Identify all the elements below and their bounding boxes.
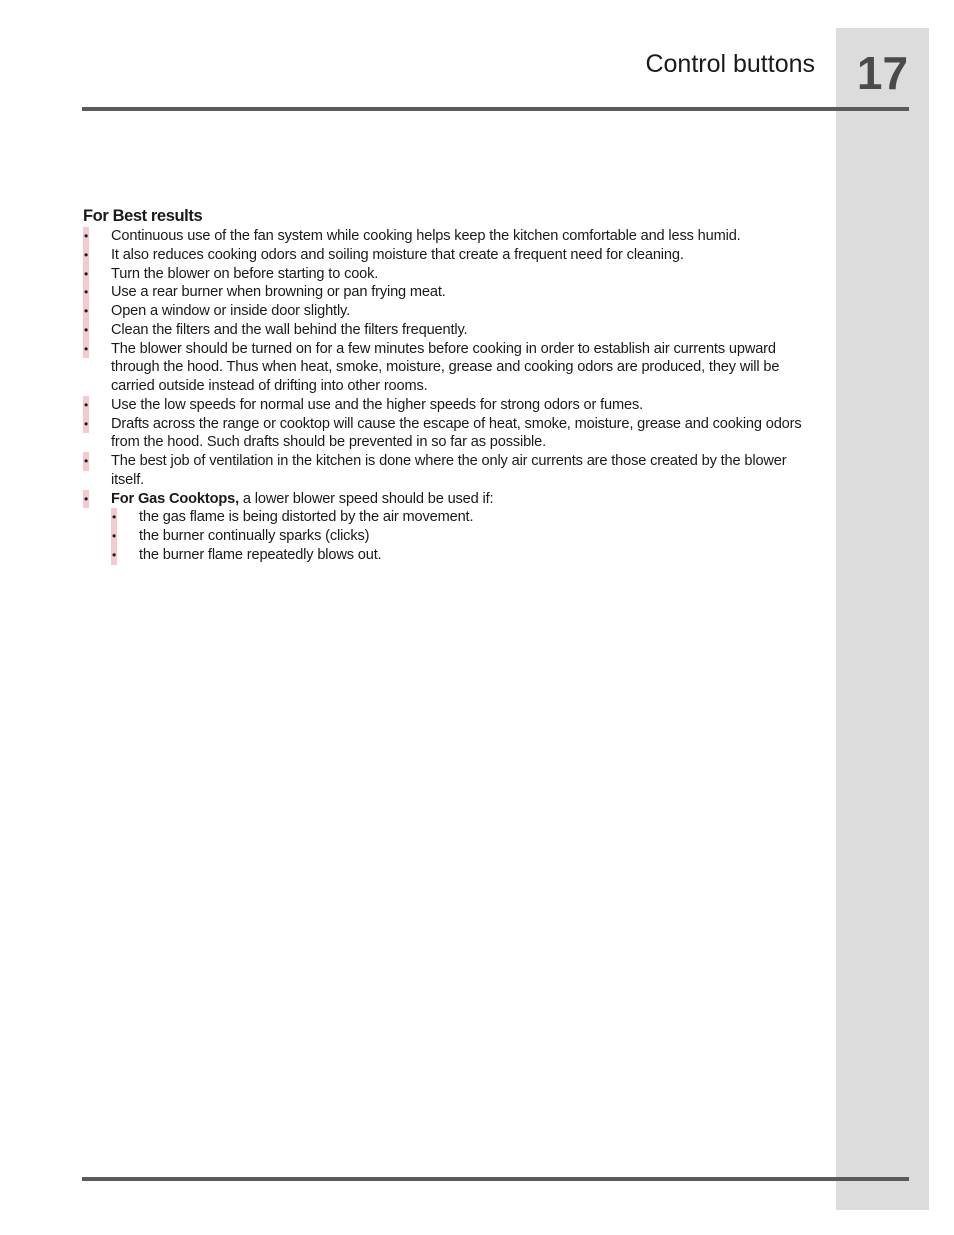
best-results-section (83, 206, 813, 565)
sub-list-item (111, 546, 813, 565)
bullet-icon: • (83, 490, 89, 509)
bullet-icon: • (83, 283, 89, 302)
bullet-icon: • (111, 527, 117, 546)
list-item (83, 452, 813, 490)
list-item-text: Open a window or inside door slightly. (111, 303, 351, 319)
sub-list-item-text: the gas flame is being distorted by the air movement. (139, 509, 474, 526)
list-item-text: Use the low speeds for normal use and the higher speeds for strong odors or fumes. (111, 396, 644, 413)
bullet-icon: • (83, 246, 89, 265)
page-number: 17 (856, 47, 909, 99)
bullet-icon: • (111, 508, 117, 527)
bullet-icon: • (83, 415, 89, 434)
bullet-icon: • (83, 452, 89, 471)
list-item-text: Drafts across the range or cooktop will cause the escape of heat, smoke, moisture, grease and cooking odors from the hood. Such drafts should be prevented in so far as possible. (111, 415, 802, 451)
list-item (83, 415, 813, 453)
list-item (83, 396, 813, 415)
bullet-icon: • (83, 265, 89, 284)
bullet-icon: • (111, 546, 117, 565)
page-title: Control buttons (645, 50, 815, 78)
bullet-icon: • (83, 340, 89, 359)
header-rule (82, 107, 909, 111)
list-item (83, 321, 813, 340)
list-item-text: Turn the blower on before starting to cook. (111, 265, 379, 282)
sub-list-item (111, 527, 813, 546)
gas-cooktops-sublist (111, 508, 813, 564)
list-item-text: Continuous use of the fan system while cooking helps keep the kitchen comfortable and less humid. (111, 228, 741, 244)
footer-rule (82, 1177, 909, 1181)
gas-cooktops-lead: For Gas Cooktops, (111, 490, 239, 507)
sub-list-item-text: the burner flame repeatedly blows out. (139, 546, 382, 563)
bullet-icon: • (83, 227, 89, 246)
sub-list-item-text: the burner continually sparks (clicks) (139, 528, 370, 544)
list-item-text: Use a rear burner when browning or pan frying meat. (111, 284, 446, 301)
best-results-list (83, 227, 813, 565)
list-item-text: Clean the filters and the wall behind the filters frequently. (111, 321, 468, 338)
list-item (83, 246, 813, 265)
list-item (83, 302, 813, 321)
bullet-icon: • (83, 321, 89, 340)
bullet-icon: • (83, 396, 89, 415)
section-heading: For Best results (83, 207, 203, 225)
list-item-text: The best job of ventilation in the kitchen is done where the only air currents are those created by the blower itself. (111, 453, 787, 488)
gas-cooktops-text: a lower blower speed should be used if: (239, 490, 494, 507)
list-item (83, 283, 813, 302)
list-item-gas-cooktops (83, 490, 813, 565)
list-item (83, 227, 813, 246)
bullet-icon: • (83, 302, 89, 321)
sub-list-item (111, 508, 813, 527)
list-item (83, 340, 813, 396)
list-item-text: It also reduces cooking odors and soiling moisture that create a frequent need for cleaning. (111, 246, 684, 263)
list-item-text: The blower should be turned on for a few minutes before cooking in order to establish air currents upward through the hood. Thus when heat, smoke, moisture, grease and cooking odors are produced, they will be carried outside instead of drifting into other rooms. (111, 340, 780, 394)
page-side-band (836, 28, 929, 1210)
list-item (83, 265, 813, 284)
